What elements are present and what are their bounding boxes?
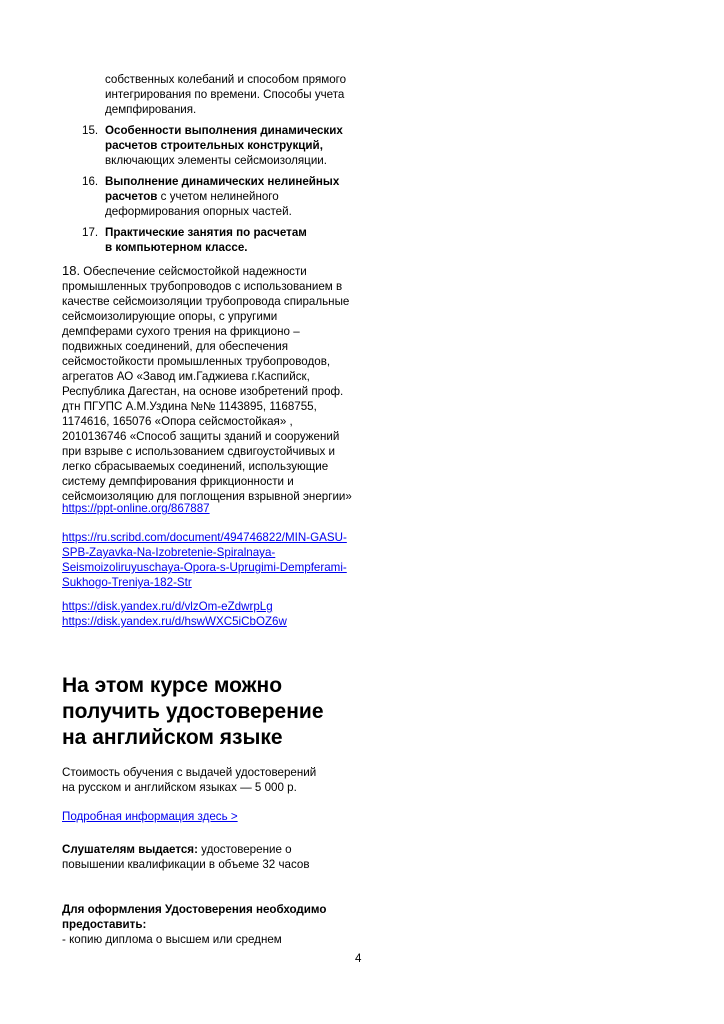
- item-18: [62, 263, 352, 504]
- issued-label: Слушателям выдается:: [62, 843, 198, 856]
- text-line: демпфирования.: [105, 103, 197, 116]
- course-heading: [62, 673, 324, 751]
- documents-required: [62, 902, 326, 947]
- yandex-disk-link-2[interactable]: https://disk.yandex.ru/d/hswWXC5iCbOZ6w: [62, 615, 287, 628]
- item-16-number: 16.: [82, 175, 99, 188]
- item-16-text: с учетом нелинейного: [157, 190, 279, 203]
- issued-text-2: повышении квалификации в объеме 32 часов: [62, 858, 310, 871]
- text-line: Республика Дагестан, на основе изобретений проф.: [62, 385, 344, 398]
- issued-text: [62, 842, 310, 872]
- text-line: при взрыве с использованием сдвигоустойчивых и: [62, 445, 336, 458]
- text-line: 1174616, 165076 «Опора сейсмостойкая» ,: [62, 415, 293, 428]
- item-17-bold-line: Практические занятия по расчетам: [105, 226, 307, 239]
- scribd-link-line[interactable]: SPB-Zayavka-Na-Izobretenie-Spiralnaya-: [62, 546, 276, 559]
- item-15-bold-line: Особенности выполнения динамических: [105, 124, 343, 137]
- item-16-bold-line: Выполнение динамических нелинейных: [105, 175, 340, 188]
- issued-text-1: удостоверение о: [197, 843, 292, 856]
- item-14-continuation: [105, 72, 346, 117]
- item-18-number: 18.: [62, 263, 81, 278]
- documents-bold-line: предоставить:: [62, 918, 147, 931]
- text-line: дтн ПГУПС А.М.Уздина №№ 1143895, 1168755,: [62, 400, 317, 413]
- text-line: Стоимость обучения с выдачей удостоверений: [62, 766, 317, 779]
- item-17-number: 17.: [82, 226, 99, 239]
- item-16-bold-word: расчетов: [105, 190, 158, 203]
- heading-line: На этом курсе можно: [62, 674, 283, 697]
- item-17: [105, 225, 307, 255]
- item-15: [105, 123, 343, 168]
- documents-bold-line: Для оформления Удостоверения необходимо: [62, 903, 327, 916]
- text-line: Обеспечение сейсмостойкой надежности: [80, 265, 307, 278]
- more-info-link[interactable]: Подробная информация здесь >: [62, 810, 238, 823]
- text-line: промышленных трубопроводов с использованием в: [62, 280, 343, 293]
- scribd-link-line[interactable]: Seismoizoliruyuschaya-Opora-s-Uprugimi-Dempferami-: [62, 561, 347, 574]
- yandex-disk-link-1[interactable]: https://disk.yandex.ru/d/vlzOm-eZdwrpLg: [62, 600, 273, 613]
- text-line: сейсмостойкости промышленных трубопроводов,: [62, 355, 331, 368]
- ppt-online-link[interactable]: https://ppt-online.org/867887: [62, 502, 210, 515]
- item-15-text: включающих элементы сейсмоизоляции.: [105, 154, 327, 167]
- link-group-3: [62, 599, 287, 629]
- item-17-bold-line: в компьютерном классе.: [105, 241, 248, 254]
- text-line: 2010136746 «Способ защиты зданий и сооружений: [62, 430, 340, 443]
- heading-line: получить удостоверение: [62, 700, 324, 723]
- item-16-line-2: [105, 189, 339, 204]
- more-info-wrapper: [62, 809, 238, 824]
- text-line: сейсмоизоляцию для поглощения взрывной энергии»: [62, 490, 352, 503]
- issued-line-1: [62, 842, 310, 857]
- text-line: демпферами сухого трения на фрикционо –: [62, 325, 300, 338]
- documents-item: - копию диплома о высшем или среднем: [62, 933, 282, 946]
- page-number: 4: [355, 952, 362, 965]
- item-15-bold-line: расчетов строительных конструкций,: [105, 139, 323, 152]
- text-line: сейсмоизолирующие опоры, с упругими: [62, 310, 278, 323]
- link-group-1: [62, 501, 210, 516]
- scribd-link-line[interactable]: Sukhogo-Treniya-182-Str: [62, 576, 192, 589]
- text-line: на русском и английском языках — 5 000 р.: [62, 781, 297, 794]
- text-line: качестве сейсмоизоляции трубопровода спиральные: [62, 295, 350, 308]
- text-line: систему демпфирования фрикционности и: [62, 475, 294, 488]
- text-line: легко сбрасываемых соединений, использующие: [62, 460, 329, 473]
- heading-line: на английском языке: [62, 726, 283, 749]
- text-line: агрегатов АО «Завод им.Гаджиева г.Каспийск,: [62, 370, 310, 383]
- text-line: собственных колебаний и способом прямого: [105, 73, 347, 86]
- text-line: интегрирования по времени. Способы учета: [105, 88, 345, 101]
- cost-text: [62, 765, 316, 795]
- item-16: [105, 174, 339, 219]
- scribd-link[interactable]: [62, 530, 347, 590]
- scribd-link-line[interactable]: https://ru.scribd.com/document/494746822/MIN-GASU-: [62, 531, 347, 544]
- item-18-first-line: [62, 263, 352, 279]
- text-line: подвижных соединений, для обеспечения: [62, 340, 289, 353]
- item-15-number: 15.: [82, 124, 99, 137]
- item-16-text: деформирования опорных частей.: [105, 205, 292, 218]
